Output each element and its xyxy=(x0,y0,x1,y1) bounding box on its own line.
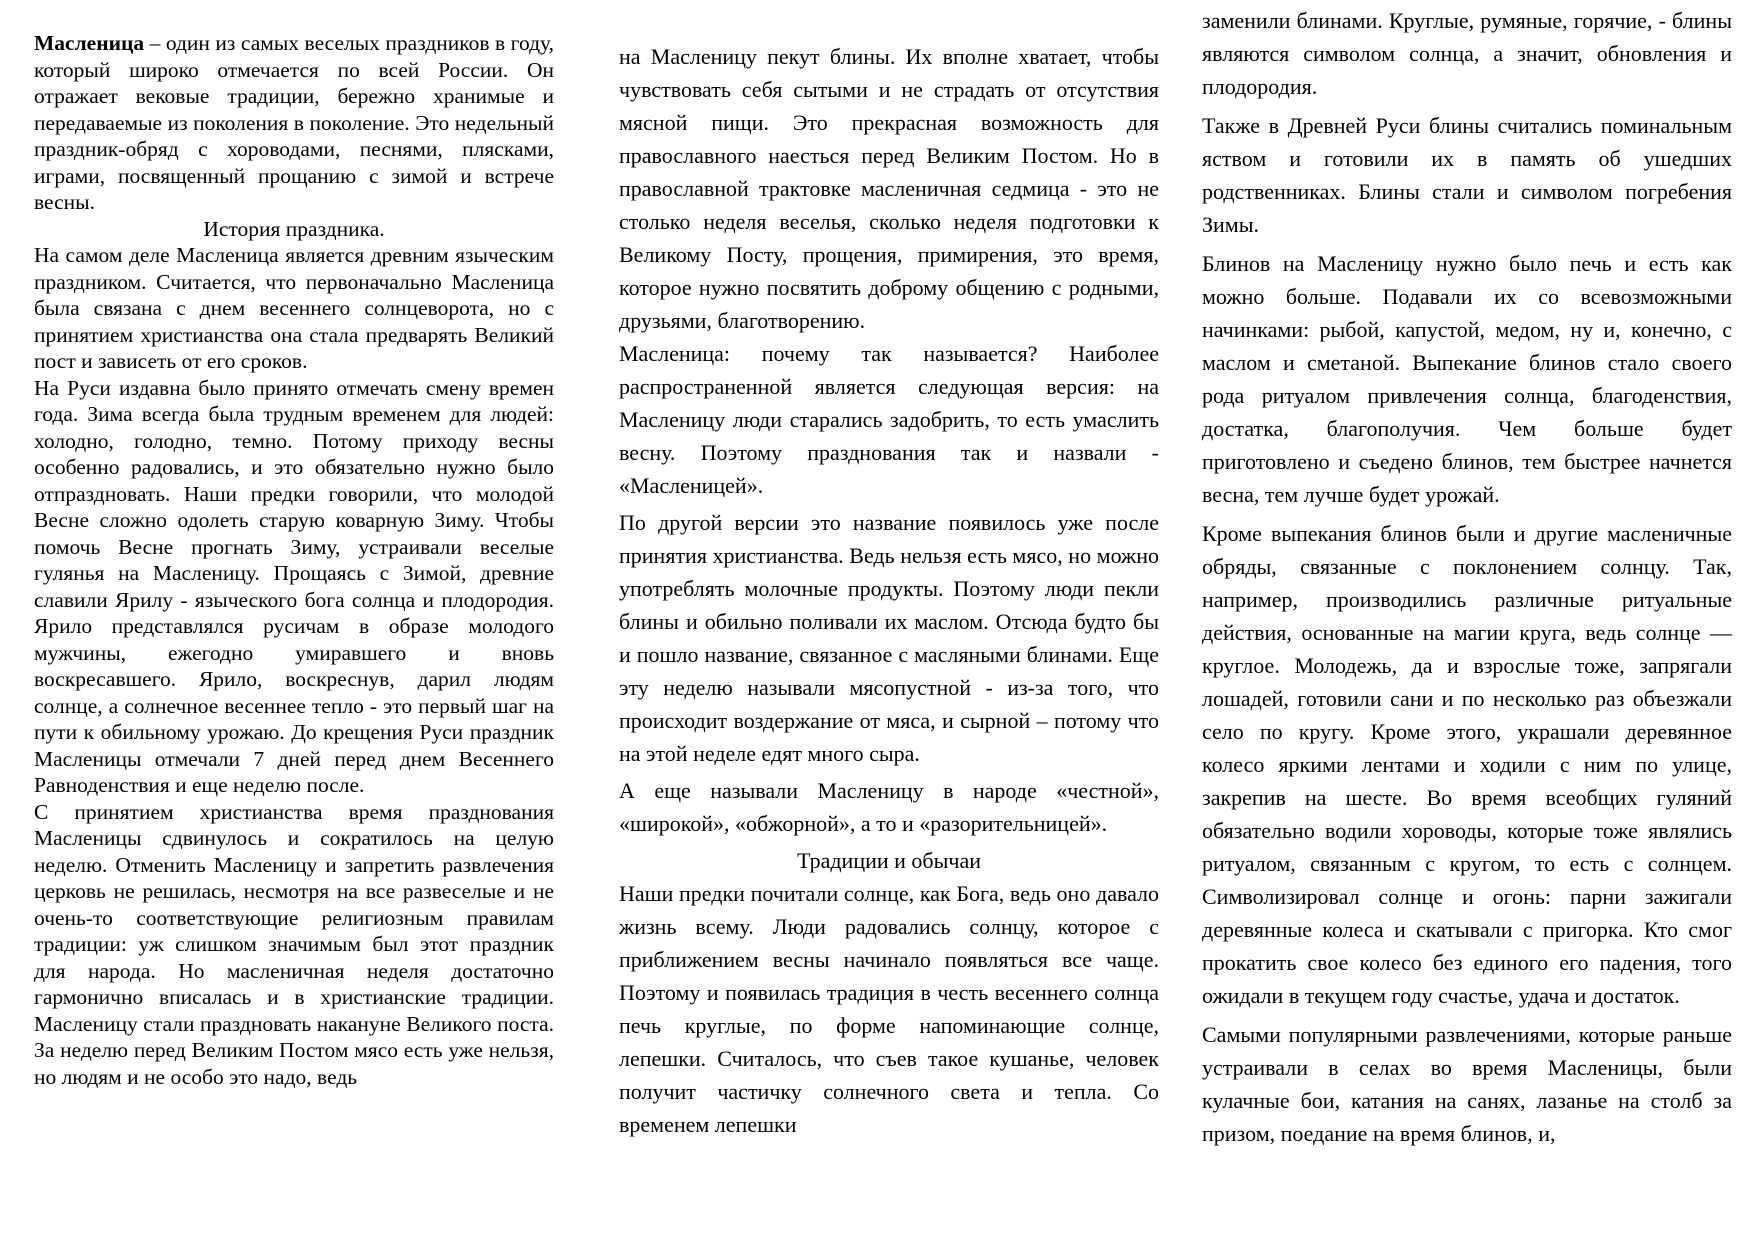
paragraph: Наши предки почитали солнце, как Бога, ведь оно давало жизнь всему. Люди радовались солнцу, которое с приближением весны начинало появляться все чаще. Поэтому и появилась традиция в честь весеннего солнца печь круглые, по форме напоминающие солнце, лепешки. Считалось, что съев такое кушанье, человек получит частичку солнечного света и тепла. Со временем лепешки xyxy=(619,881,1159,1137)
paragraph: На Руси издавна было принято отмечать смену времен года. Зима всегда была трудным временем для людей: холодно, голодно, темно. Потому приходу весны особенно радовались, и это обязательно нужно было отпраздновать. Наши предки говорили, что молодой Весне сложно одолеть старую коварную Зиму. Чтобы помочь Весне прогнать Зиму, устраивали веселые гулянья на Масленицу. Прощаясь с Зимой, древние славили Ярилу - языческого бога солнца и плодородия. Ярило представлялся русичам в образе молодого мужчины, ежегодно умиравшего и вновь воскресавшего. Ярило, воскреснув, дарил людям солнце, а солнечное весеннее тепло - это первый шаг на пути к обильному урожаю. До крещения Руси праздник Масленицы отмечали 7 дней перед днем Весеннего Равноденствия и еще неделю после. xyxy=(34,375,554,797)
paragraph: Блинов на Масленицу нужно было печь и есть как можно больше. Подавали их со всевозможными начинками: рыбой, капустой, медом, ну и, конечно, с маслом и сметаной. Выпекание блинов стало своего рода ритуалом привлечения солнца, благоденствия, достатка, благополучия. Чем больше будет приготовлено и съедено блинов, тем быстрее начнется весна, тем лучше будет урожай. xyxy=(1202,251,1732,507)
paragraph: На самом деле Масленица является древним языческим праздником. Считается, что первоначально Масленица была связана с днем весеннего солнцеворота, но с принятием христианства она стала предварять Великий пост и зависеть от его сроков. xyxy=(34,243,554,373)
paragraph: на Масленицу пекут блины. Их вполне хватает, чтобы чувствовать себя сытыми и не страдать от отсутствия мясной пищи. Это прекрасная возможность для православного наесться перед Великим Постом. Но в православной трактовке масленичная седмица - это не столько неделя веселья, сколько неделя подготовки к Великому Посту, прощения, примирения, это время, которое нужно посвятить доброму общению с родными, друзьями, благотворению. xyxy=(619,44,1159,333)
section-heading-traditions: Традиции и обычаи xyxy=(796,848,981,873)
paragraph: Самыми популярными развлечениями, которые раньше устраивали в селах во время Масленицы, были кулачные бои, катания на санях, лазанье на столб за призом, поедание на время блинов, и, xyxy=(1202,1022,1732,1146)
column-3 xyxy=(1202,4,1732,1150)
paragraph: А еще называли Масленицу в народе «честной», «широкой», «обжорной», а то и «разорительницей». xyxy=(619,778,1159,836)
paragraph: С принятием христианства время празднования Масленицы сдвинулось и сократилось на целую неделю. Отменить Масленицу и запретить развлечения церковь не решилась, несмотря на все развеселые и не очень-то соответствующие религиозным правилам традиции: уж слишком значимым был этот праздник для народа. Но масленичная неделя достаточно гармонично вписалась и в христианские традиции. Масленицу стали праздновать накануне Великого поста. За неделю перед Великим Постом мясо есть уже нельзя, но людям и не особо это надо, ведь xyxy=(34,799,554,1089)
column-1 xyxy=(34,30,554,1090)
intro-paragraph xyxy=(34,30,554,216)
intro-bold-term: Масленица xyxy=(34,31,145,55)
paragraph: По другой версии это название появилось уже после принятия христианства. Ведь нельзя есть мясо, но можно употреблять молочные продукты. Поэтому люди пекли блины и обильно поливали их маслом. Отсюда будто бы и пошло название, связанное с масляными блинами. Еще эту неделю называли мясопустной - из-за того, что происходит воздержание от мяса, и сырной – потому что на этой неделе едят много сыра. xyxy=(619,510,1159,766)
paragraph: заменили блинами. Круглые, румяные, горячие, - блины являются символом солнца, а значит, обновления и плодородия. xyxy=(1202,8,1732,99)
paragraph: Также в Древней Руси блины считались поминальным яством и готовили их в память об ушедших родственниках. Блины стали и символом погребения Зимы. xyxy=(1202,113,1732,237)
intro-text: – один из самых веселых праздников в году, который широко отмечается по всей России. Он отражает вековые традиции, бережно хранимые и передаваемые из поколения в поколение. Это недельный праздник-обряд с хороводами, песнями, плясками, играми, посвященный прощанию с зимой и встрече весны. xyxy=(34,31,554,214)
paragraph: Кроме выпекания блинов были и другие масленичные обряды, связанные с поклонением солнцу. Так, например, производились различные ритуальные действия, основанные на магии круга, ведь солнце — круглое. Молодежь, да и взрослые тоже, запрягали лошадей, готовили сани и по несколько раз объезжали село по кругу. Кроме этого, украшали деревянное колесо яркими лентами и ходили с ним по улице, закрепив на шесте. Во время всеобщих гуляний обязательно водили хороводы, которые тоже являлись ритуалом, связанным с кругом, то есть с солнцем. Символизировал солнце и огонь: парни зажигали деревянные колеса и скатывали с пригорка. Кто смог прокатить свое колесо без единого его падения, того ожидали в текущем году счастье, удача и достаток. xyxy=(1202,521,1732,1008)
column-2 xyxy=(619,40,1159,1141)
section-heading-history: История праздника. xyxy=(203,216,385,241)
paragraph: Масленица: почему так называется? Наиболее распространенной является следующая версия: на Масленицу люди старались задобрить, то есть умаслить весну. Поэтому празднования так и назвали - «Масленицей». xyxy=(619,341,1159,498)
